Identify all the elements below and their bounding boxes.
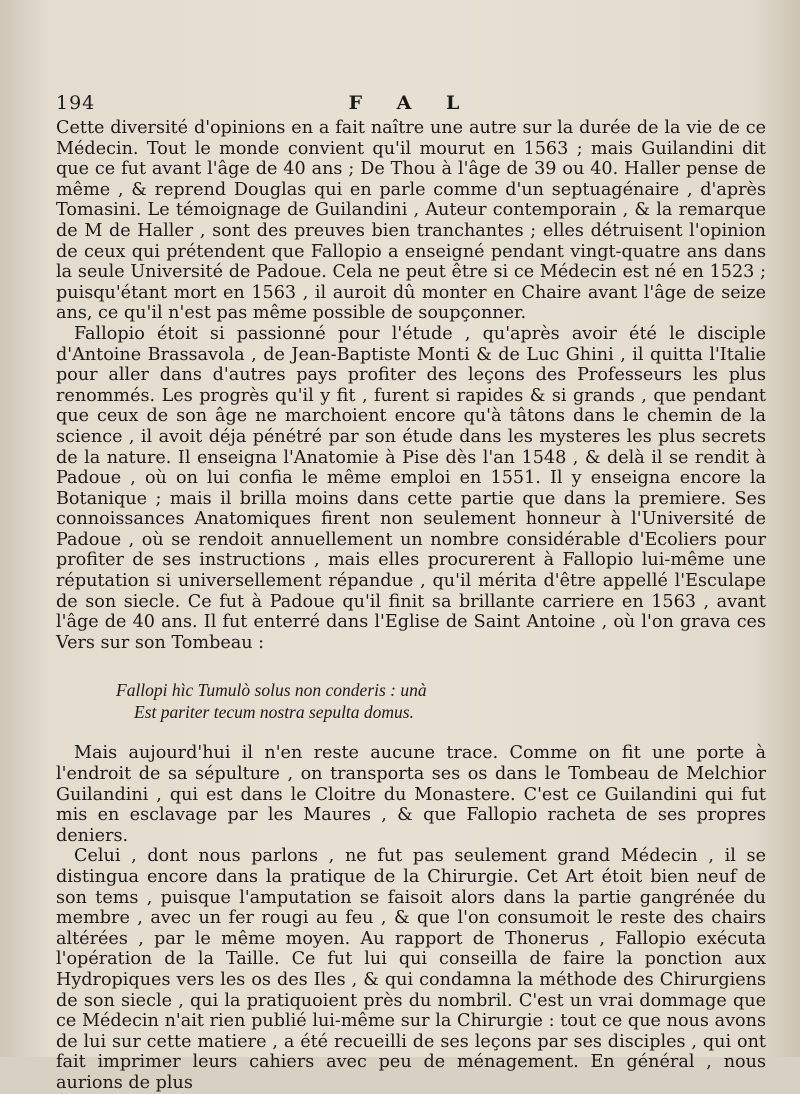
epitaph-verse <box>116 679 766 723</box>
paragraph-tomb: Mais aujourd'hui il n'en reste aucune trace. Comme on fit une porte à l'endroit de sa sépulture , on transporta ses os dans le Tombeau de Melchior Guilandini , qui est dans le Cloitre du Monastere. C'est ce Guilandini qui fut mis en esclavage par les Maures , & que Fallopio racheta de ses propres deniers. <box>56 743 766 846</box>
paragraph-surgery: Celui , dont nous parlons , ne fut pas seulement grand Médecin , il se distingua encore dans la pratique de la Chirurgie. Cet Art étoit bien neuf de son tems , puisque l'amputation se faisoit alors dans la partie gangrénée du membre , avec un fer rougi au feu , & que l'on consumoit le reste des chairs altérées , par le même moyen. Au rapport de Thonerus , Fallopio exécuta l'opération de la Taille. Ce fut lui qui conseilla de faire la ponction aux Hydropiques vers les os des Iles , & qui condamna la méthode des Chirurgiens de son siecle , qui la pratiquoient près du nombril. C'est un vrai dommage que ce Médecin n'ait rien publié lui-même sur la Chirurgie : tout ce que nous avons de lui sur cette matiere , a été recueilli de ses leçons par ses disciples , qui ont fait imprimer leurs cahiers avec peu de ménagement. En général , nous aurions de plus <box>56 846 766 1093</box>
body-text <box>56 118 766 1094</box>
verse-line: Est pariter tecum nostra sepulta domus. <box>134 702 414 723</box>
paragraph-lifespan: Cette diversité d'opinions en a fait naître une autre sur la durée de la vie de ce Médecin. Tout le monde convient qu'il mourut en 1563 ; mais Guilandini dit que ce fut avant l'âge de 40 ans ; De Thou à l'âge de 39 ou 40. Haller pense de même , & reprend Douglas qui en parle comme d'un septuagénaire , d'après Tomasini. Le témoignage de Guilandini , Auteur contemporain , & la remarque de M de Haller , sont des preuves bien tranchantes ; elles détruisent l'opinion de ceux qui prétendent que Fallopio a enseigné pendant vingt-quatre ans dans la seule Université de Padoue. Cela ne peut être si ce Médecin est né en 1523 ; puisqu'étant mort en 1563 , il auroit dû monter en Chaire avant l'âge de seize ans, ce qu'il n'est pas même possible de soupçonner. <box>56 118 766 324</box>
verse-line: Fallopi hìc Tumulò solus non conderis : unà <box>116 680 427 701</box>
paragraph-career: Fallopio étoit si passionné pour l'étude , qu'après avoir été le disciple d'Antoine Brassavola , de Jean-Baptiste Monti & de Luc Ghini , il quitta l'Italie pour aller dans d'autres pays profiter des leçons des Professeurs les plus renommés. Les progrès qu'il y fit , furent si rapides & si grands , que pendant que ceux de son âge ne marchoient encore qu'à tâtons dans le chemin de la science , il avoit déja pénétré par son étude dans les mysteres les plus secrets de la nature. Il enseigna l'Anatomie à Pise dès l'an 1548 , & delà il se rendit à Padoue , où on lui confia le même emploi en 1551. Il y enseigna encore la Botanique ; mais il brilla moins dans cette partie que dans la premiere. Ses connoissances Anatomiques firent non seulement honneur à l'Université de Padoue , où se rendoit annuellement un nombre considérable d'Ecoliers pour profiter de ses instructions , mais elles procurerent à Fallopio lui-même une réputation si universellement répandue , qu'il mérita d'être appellé l'Esculape de son siecle. Ce fut à Padoue qu'il finit sa brillante carriere en 1563 , avant l'âge de 40 ans. Il fut enterré dans l'Eglise de Saint Antoine , où l'on grava ces Vers sur son Tombeau : <box>56 323 766 653</box>
page-number: 194 <box>56 92 96 114</box>
running-head <box>56 92 766 118</box>
running-title: F A L <box>348 92 474 114</box>
